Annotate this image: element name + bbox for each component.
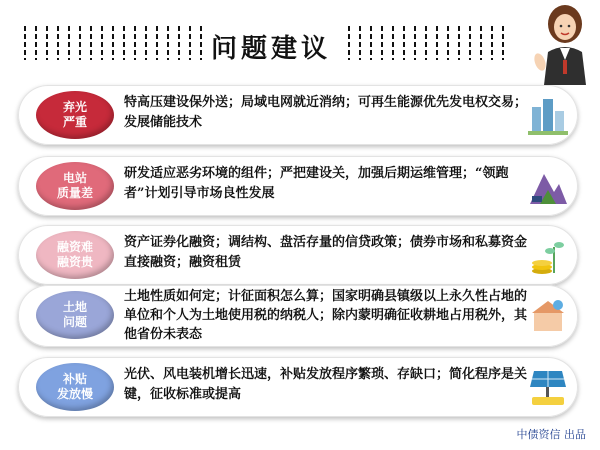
suggestion-text: 资产证券化融资；调结构、盘活存量的信贷政策；债券市场和私募资金直接融资；融资租赁 [124,235,528,270]
badge-line: 补贴 [62,372,87,386]
badge-line: 问题 [62,315,87,329]
badge-line: 弃光 [62,100,87,114]
badge-line: 发放慢 [56,387,93,401]
badge-line: 融资难 [56,240,93,254]
suggestion-row-1 [18,85,578,145]
suggestion-row-4 [18,285,578,347]
mountain-solar-icon [528,164,568,208]
issue-badge-4 [36,291,114,339]
badge-line: 土地 [62,300,87,314]
badge-line: 质量差 [56,186,93,200]
businesswoman-icon [530,0,600,85]
suggestion-text: 特高压建设保外送；局域电网就近消纳；可再生能源优先发电权交易；发展储能技术 [124,95,528,130]
page-title: 问题建议 [210,34,331,64]
decorative-dashes-right [348,26,504,66]
decorative-dashes-left [24,26,202,66]
suggestion-text: 土地性质如何定；计征面积怎么算；国家明确县镇级以上永久性占地的单位和个人为土地使用税的纳税人；除内蒙明确征收耕地占用税外，其他省份未表态 [124,289,528,342]
suggestion-row-3 [18,225,578,285]
issue-badge-2 [36,162,114,210]
land-tax-icon [528,293,568,337]
header [0,0,600,80]
suggestion-text: 研发适应恶劣环境的组件；严把建设关，加强后期运维管理；“领跑者”计划引导市场良性发展 [124,166,509,201]
badge-line: 融资贵 [56,255,93,269]
suggestion-row-5 [18,357,578,417]
coins-plant-icon [528,233,568,277]
source-credit: 中债资信 出品 [516,428,586,441]
badge-line: 电站 [62,171,87,185]
badge-line: 严重 [62,115,87,129]
city-icon [528,93,568,137]
issue-badge-5 [36,363,114,411]
solar-panel-money-icon [528,365,568,409]
suggestion-text: 光伏、风电装机增长迅速，补贴发放程序繁琐、存缺口；简化程序是关键，征收标准或提高 [124,367,528,402]
suggestion-row-2 [18,156,578,216]
issue-badge-1 [36,91,114,139]
issue-badge-3 [36,231,114,279]
